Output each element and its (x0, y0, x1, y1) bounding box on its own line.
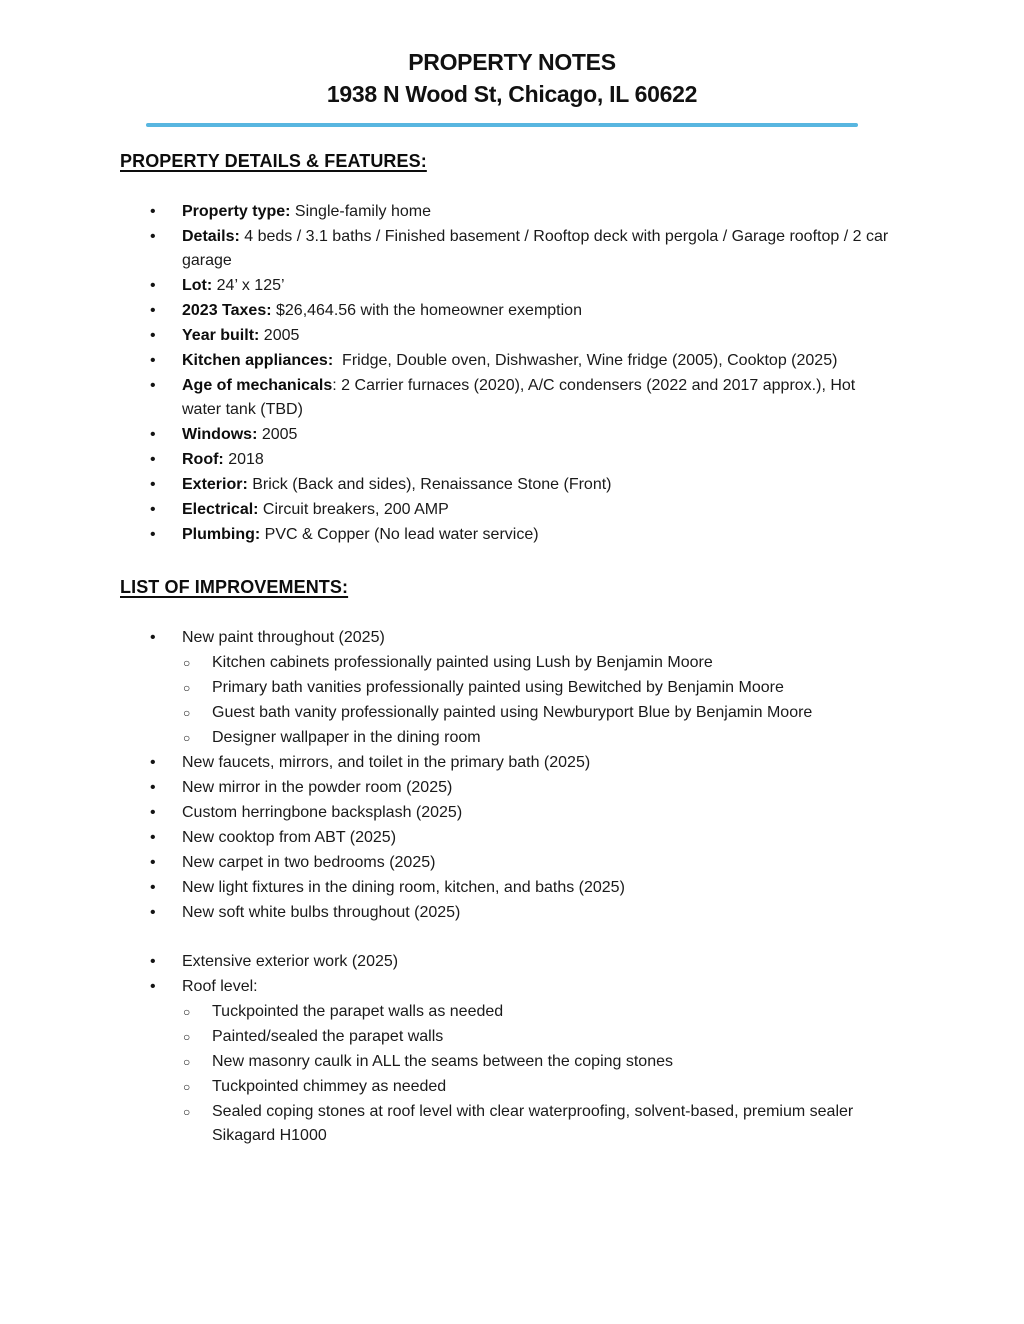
circle-bullet-icon: ○ (183, 1005, 191, 1019)
item-text: Custom herringbone backsplash (2025) (182, 804, 463, 821)
item-text: 24’ x 125’ (212, 277, 285, 294)
list-item (150, 523, 1024, 547)
bullet-icon: • (150, 953, 156, 970)
item-label: Property type: (182, 203, 291, 220)
sub-list-item (183, 1100, 1024, 1148)
item-text: $26,464.56 with the homeowner exemption (271, 302, 582, 319)
item-text: Tuckpointed the parapet walls as needed (212, 1003, 504, 1020)
list-item (150, 349, 1024, 373)
document-subtitle: 1938 N Wood St, Chicago, IL 60622 (326, 81, 698, 107)
circle-bullet-icon: ○ (183, 1105, 191, 1119)
list-item (150, 423, 1024, 447)
circle-bullet-icon: ○ (183, 1030, 191, 1044)
list-item (150, 851, 1024, 875)
circle-bullet-icon: ○ (183, 1055, 191, 1069)
item-text: New mirror in the powder room (2025) (182, 779, 453, 796)
circle-bullet-icon: ○ (183, 731, 191, 745)
bullet-icon: • (150, 978, 156, 995)
list-item (150, 751, 1024, 775)
list-item (150, 498, 1024, 522)
bullet-icon: • (150, 426, 156, 443)
bullet-icon: • (150, 829, 156, 846)
item-text: 2005 (259, 327, 300, 344)
item-text: New faucets, mirrors, and toilet in the primary bath (2025) (182, 754, 591, 771)
item-label: 2023 Taxes: (182, 302, 272, 319)
sub-list-item (183, 726, 1024, 750)
item-text: Single-family home (290, 203, 431, 220)
sub-list-item (183, 1025, 1024, 1049)
item-text: Tuckpointed chimmey as needed (212, 1078, 447, 1095)
bullet-icon: • (150, 804, 156, 821)
property-details-list (150, 200, 1024, 547)
item-text: : 2 Carrier furnaces (2020), A/C condensers (2022 and 2017 approx.), Hot water tank (TBD) (182, 377, 860, 418)
bullet-icon: • (150, 476, 156, 493)
bullet-icon: • (150, 904, 156, 921)
circle-bullet-icon: ○ (183, 681, 191, 695)
item-text: 2005 (257, 426, 298, 443)
circle-bullet-icon: ○ (183, 706, 191, 720)
list-item (150, 950, 1024, 974)
circle-bullet-icon: ○ (183, 656, 191, 670)
item-text: PVC & Copper (No lead water service) (260, 526, 539, 543)
sub-list-item (183, 1000, 1024, 1024)
item-text: Sealed coping stones at roof level with clear waterproofing, solvent-based, premium sealer Sikagard H1000 (212, 1103, 858, 1144)
bullet-icon: • (150, 854, 156, 871)
bullet-icon: • (150, 377, 156, 394)
list-item (150, 826, 1024, 850)
document-header (0, 0, 1024, 110)
item-text: Designer wallpaper in the dining room (212, 729, 481, 746)
item-text: 2018 (223, 451, 264, 468)
item-text: New paint throughout (2025) (182, 629, 385, 646)
item-text: Extensive exterior work (2025) (182, 953, 399, 970)
bullet-icon: • (150, 754, 156, 771)
bullet-icon: • (150, 879, 156, 896)
item-label: Age of mechanicals (182, 377, 333, 394)
list-item (150, 299, 1024, 323)
bullet-icon: • (150, 526, 156, 543)
item-text: New soft white bulbs throughout (2025) (182, 904, 461, 921)
bullet-icon: • (150, 779, 156, 796)
item-label: Plumbing: (182, 526, 261, 543)
section-heading-property-details: PROPERTY DETAILS & FEATURES: (120, 151, 427, 171)
item-label: Lot: (182, 277, 213, 294)
sub-list-item (183, 1050, 1024, 1074)
item-text: New light fixtures in the dining room, kitchen, and baths (2025) (182, 879, 625, 896)
list-item (150, 876, 1024, 900)
section-heading-improvements: LIST OF IMPROVEMENTS: (120, 577, 349, 597)
bullet-icon: • (150, 277, 156, 294)
bullet-icon: • (150, 228, 156, 245)
list-item (150, 801, 1024, 825)
item-text: Primary bath vanities professionally painted using Bewitched by Benjamin Moore (212, 679, 784, 696)
bullet-icon: • (150, 327, 156, 344)
item-text: 4 beds / 3.1 baths / Finished basement / Rooftop deck with pergola / Garage rooftop / 2 car garage (182, 228, 893, 269)
bullet-icon: • (150, 501, 156, 518)
header-divider-line (146, 123, 858, 127)
improvements-list (150, 626, 1024, 1148)
sub-list-item (183, 651, 1024, 675)
document-title: PROPERTY NOTES (408, 49, 616, 75)
bullet-icon: • (150, 203, 156, 220)
item-label: Kitchen appliances: (182, 352, 334, 369)
bullet-icon: • (150, 629, 156, 646)
circle-bullet-icon: ○ (183, 1080, 191, 1094)
item-text: Guest bath vanity professionally painted using Newburyport Blue by Benjamin Moore (212, 704, 813, 721)
list-item (150, 975, 1024, 999)
item-text: Kitchen cabinets professionally painted using Lush by Benjamin Moore (212, 654, 713, 671)
list-item (150, 776, 1024, 800)
item-label: Details: (182, 228, 240, 245)
item-text: Painted/sealed the parapet walls (212, 1028, 444, 1045)
item-label: Electrical: (182, 501, 259, 518)
item-text: New masonry caulk in ALL the seams between the coping stones (212, 1053, 673, 1070)
bullet-icon: • (150, 352, 156, 369)
sub-list-item (183, 701, 1024, 725)
item-label: Roof: (182, 451, 224, 468)
bullet-icon: • (150, 302, 156, 319)
list-item (150, 274, 1024, 298)
list-item (150, 626, 1024, 650)
list-item (150, 200, 1024, 224)
sub-list-item (183, 1075, 1024, 1099)
list-item (150, 374, 1024, 422)
list-item (150, 225, 1024, 273)
item-text: New carpet in two bedrooms (2025) (182, 854, 436, 871)
item-text: Circuit breakers, 200 AMP (258, 501, 449, 518)
bullet-icon: • (150, 451, 156, 468)
sub-list-item (183, 676, 1024, 700)
list-item (150, 324, 1024, 348)
list-item (150, 901, 1024, 925)
item-text: Brick (Back and sides), Renaissance Stone (Front) (247, 476, 612, 493)
item-label: Year built: (182, 327, 260, 344)
item-label: Exterior: (182, 476, 248, 493)
list-item (150, 473, 1024, 497)
item-text: Fridge, Double oven, Dishwasher, Wine fridge (2005), Cooktop (2025) (333, 352, 838, 369)
item-label: Windows: (182, 426, 258, 443)
item-text: New cooktop from ABT (2025) (182, 829, 397, 846)
item-text: Roof level: (182, 978, 258, 995)
list-item (150, 448, 1024, 472)
